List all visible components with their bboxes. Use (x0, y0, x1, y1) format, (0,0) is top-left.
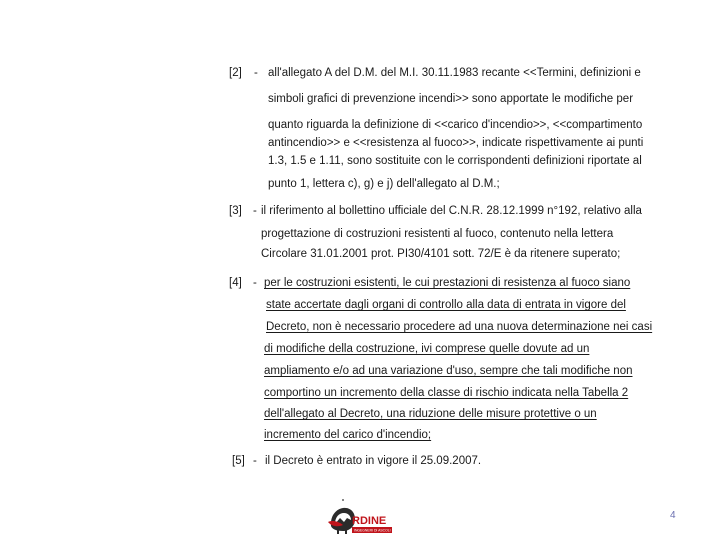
item-line: simboli grafici di prevenzione incendi>> sono apportate le modifiche per (268, 93, 634, 105)
item-line: quanto riguarda la definizione di <<carico d'incendio>>, <<compartimento (268, 119, 643, 131)
item-line: ampliamento e/o ad una variazione d'uso, sempre che tali modifiche non (264, 365, 633, 377)
item-number: [2] (229, 67, 242, 79)
item-line: per le costruzioni esistenti, le cui prestazioni di resistenza al fuoco siano (264, 277, 631, 289)
item-line: il riferimento al bollettino ufficiale del C.N.R. 28.12.1999 n°192, relativo alla (261, 205, 642, 217)
item-line: incremento del carico d'incendio; (264, 429, 432, 441)
item-number: [3] (229, 205, 242, 217)
item-line: Decreto, non è necessario procedere ad una nuova determinazione nei casi (266, 321, 653, 333)
item-line: 1.3, 1.5 e 1.11, sono sostituite con le corrispondenti definizioni riportate al (268, 155, 642, 167)
item-line: state accertate dagli organi di controllo alla data di entrata in vigore del (266, 299, 626, 311)
logo-subtext: INGEGNERI DI ASCOLI (354, 528, 391, 533)
item-dash: - (253, 205, 257, 217)
item-dash: - (253, 455, 257, 467)
item-line: punto 1, lettera c), g) e j) dell'allegato al D.M.; (268, 178, 500, 190)
item-line: il Decreto è entrato in vigore il 25.09.2007. (265, 455, 482, 467)
item-number: [5] (232, 455, 245, 467)
page-number: 4 (670, 510, 676, 521)
item-number: [4] (229, 277, 242, 289)
item-dash: - (254, 67, 258, 79)
item-line: di modifiche della costruzione, ivi comprese quelle dovute ad un (264, 343, 590, 355)
item-line: progettazione di costruzioni resistenti al fuoco, contenuto nella lettera (261, 228, 614, 240)
ordine-logo (322, 494, 396, 540)
logo-text: RDINE (352, 515, 387, 527)
item-line: all'allegato A del D.M. del M.I. 30.11.1983 recante <<Termini, definizioni e (268, 67, 641, 79)
item-line: comportino un incremento della classe di rischio indicata nella Tabella 2 (264, 387, 629, 399)
item-dash: - (253, 277, 257, 289)
item-line: Circolare 31.01.2001 prot. PI30/4101 sott. 72/E è da ritenere superato; (261, 248, 621, 260)
item-line: antincendio>> e <<resistenza al fuoco>>, indicate rispettivamente ai punti (268, 137, 644, 149)
item-line: dell'allegato al Decreto, una riduzione delle misure protettive o un (264, 408, 597, 420)
